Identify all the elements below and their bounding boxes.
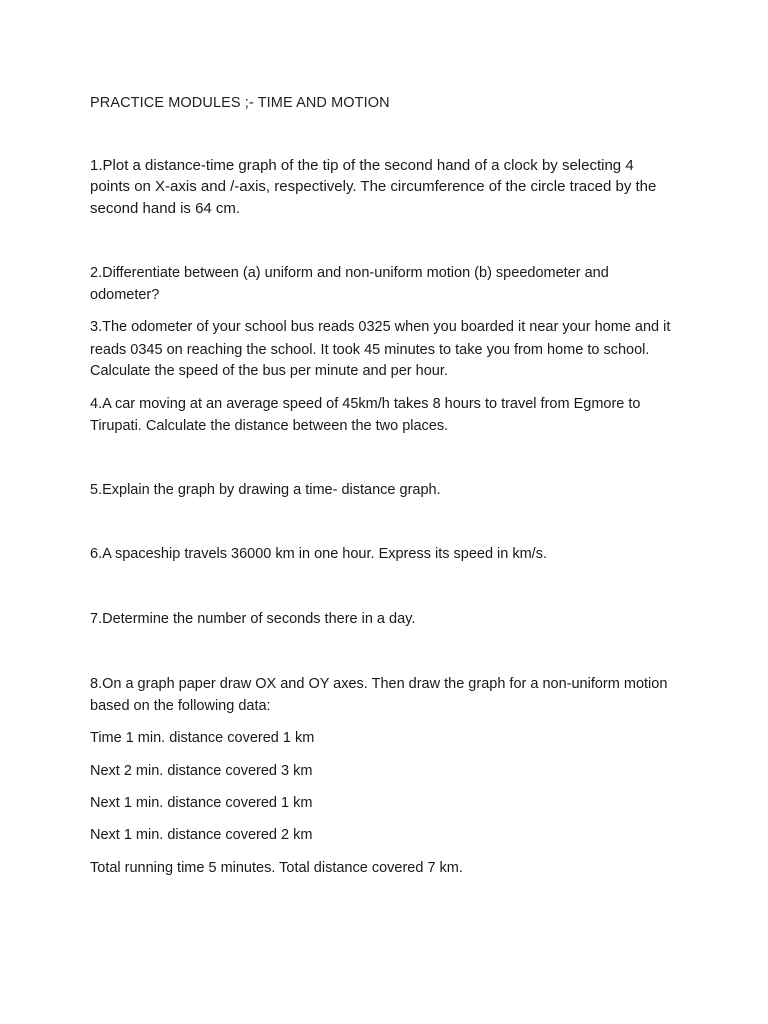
- question-8-data-line: Next 1 min. distance covered 2 km: [90, 827, 313, 843]
- question-8-data-line: Time 1 min. distance covered 1 km: [90, 730, 315, 746]
- question-3-line-3: Calculate the speed of the bus per minute and per hour.: [90, 363, 448, 379]
- document-title: PRACTICE MODULES ;- TIME AND MOTION: [90, 95, 390, 111]
- question-8-line-1: 8.On a graph paper draw OX and OY axes. Then draw the graph for a non-uniform motion: [90, 676, 668, 692]
- question-2-line-1: 2.Differentiate between (a) uniform and non-uniform motion (b) speedometer and: [90, 265, 609, 281]
- question-1-line-2: points on X-axis and /-axis, respectively. The circumference of the circle traced by the: [90, 178, 657, 195]
- question-3-line-2: reads 0345 on reaching the school. It took 45 minutes to take you from home to school.: [90, 342, 650, 358]
- question-1-line-3: second hand is 64 cm.: [90, 200, 241, 217]
- question-8-line-2: based on the following data:: [90, 698, 271, 714]
- question-6-line-1: 6.A spaceship travels 36000 km in one hour. Express its speed in km/s.: [90, 546, 547, 562]
- question-1-line-1: 1.Plot a distance-time graph of the tip of the second hand of a clock by selecting 4: [90, 157, 634, 174]
- question-5-line-1: 5.Explain the graph by drawing a time- distance graph.: [90, 482, 441, 498]
- question-4-line-1: 4.A car moving at an average speed of 45km/h takes 8 hours to travel from Egmore to: [90, 396, 641, 412]
- question-8-data-line: Next 2 min. distance covered 3 km: [90, 763, 313, 779]
- question-7-line-1: 7.Determine the number of seconds there in a day.: [90, 611, 416, 627]
- question-8-data-line: Next 1 min. distance covered 1 km: [90, 795, 313, 811]
- question-2-line-2: odometer?: [90, 287, 160, 303]
- question-4-line-2: Tirupati. Calculate the distance between the two places.: [90, 418, 449, 434]
- question-8-summary-line: Total running time 5 minutes. Total distance covered 7 km.: [90, 860, 463, 876]
- question-3-line-1: 3.The odometer of your school bus reads 0325 when you boarded it near your home and it: [90, 319, 671, 335]
